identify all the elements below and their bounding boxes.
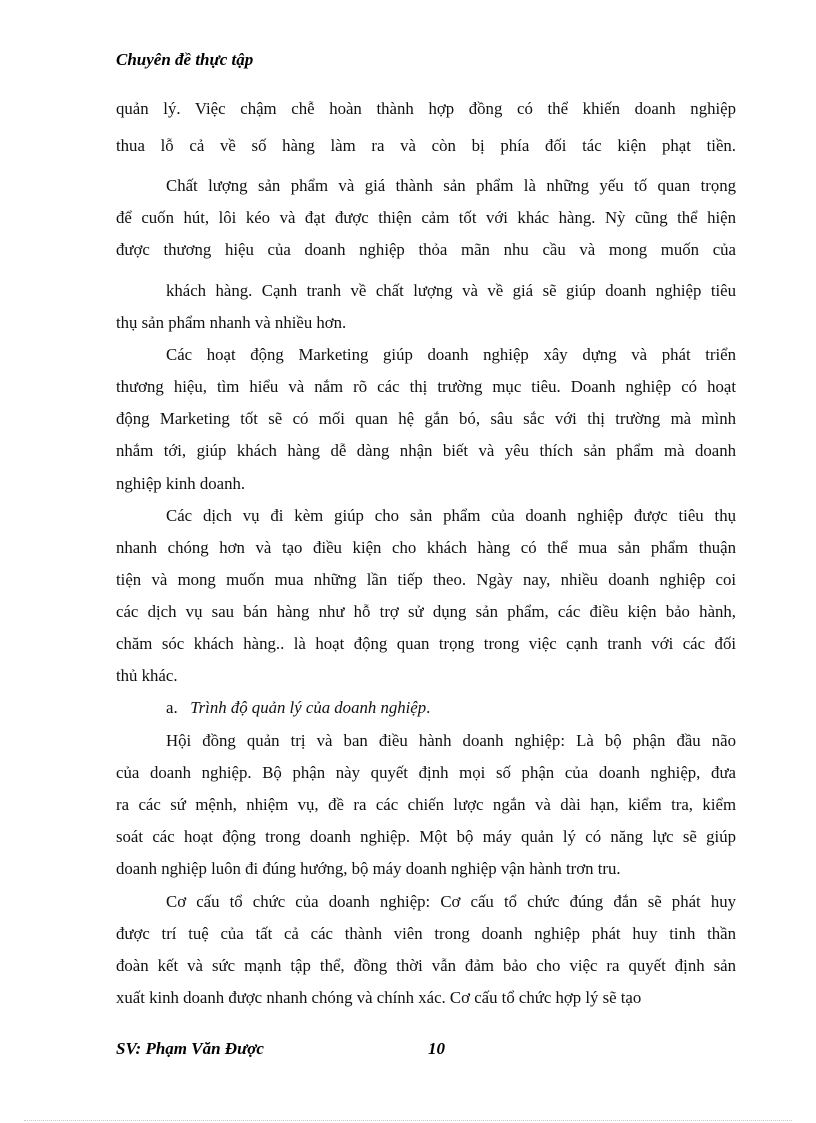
text-line: Các dịch vụ đi kèm giúp cho sản phẩm của doanh nghiệp được tiêu thụ	[166, 506, 736, 525]
text-line: tiện và mong muốn mua những lần tiếp theo. Ngày nay, nhiều doanh nghiệp coi	[116, 570, 736, 589]
page-bottom-divider	[24, 1120, 792, 1121]
text-line: của doanh nghiệp. Bộ phận này quyết định mọi số phận của doanh nghiệp, đưa	[116, 763, 736, 782]
footer-student-name: SV: Phạm Văn Được	[116, 1039, 264, 1058]
text-line: để cuốn hút, lôi kéo và đạt được thiện cảm tốt với khác hàng. Nỳ cũng thể hiện	[116, 208, 736, 227]
text-line: chăm sóc khách hàng.. là hoạt động quan trọng trong việc cạnh tranh với các đối	[116, 634, 736, 653]
text-line: quản lý. Việc chậm chễ hoàn thành hợp đồng có thể khiến doanh nghiệp	[116, 99, 736, 118]
subheading-period: .	[426, 698, 431, 717]
text-line: Hội đồng quản trị và ban điều hành doanh nghiệp: Là bộ phận đầu não	[166, 731, 736, 750]
text-line: doanh nghiệp luôn đi đúng hướng, bộ máy doanh nghiệp vận hành trơn tru.	[116, 859, 621, 878]
text-line: được thương hiệu của doanh nghiệp thỏa mãn nhu cầu và mong muốn của	[116, 240, 736, 259]
subheading	[166, 700, 430, 717]
text-line: được trí tuệ của tất cả các thành viên trong doanh nghiệp phát huy tinh thần	[116, 924, 736, 943]
text-line: các dịch vụ sau bán hàng như hỗ trợ sử dụng sản phẩm, các điều kiện bảo hành,	[116, 602, 736, 621]
text-line: Cơ cấu tổ chức của doanh nghiệp: Cơ cấu tổ chức đúng đắn sẽ phát huy	[166, 892, 736, 911]
text-line: xuất kinh doanh được nhanh chóng và chính xác. Cơ cấu tổ chức hợp lý sẽ tạo	[116, 988, 642, 1007]
text-line: động Marketing tốt sẽ có mối quan hệ gắn bó, sâu sắc với thị trường mà mình	[116, 409, 736, 428]
text-line: khách hàng. Cạnh tranh về chất lượng và về giá sẽ giúp doanh nghiệp tiêu	[166, 281, 736, 300]
text-line: nhanh chóng hơn và tạo điều kiện cho khách hàng có thể mua sản phẩm thuận	[116, 538, 736, 557]
running-header: Chuyên đề thực tập	[116, 50, 254, 69]
text-line: ra các sứ mệnh, nhiệm vụ, đề ra các chiến lược ngắn và dài hạn, kiểm tra, kiểm	[116, 795, 736, 814]
text-line: thua lỗ cả về số hàng làm ra và còn bị phía đối tác kiện phạt tiền.	[116, 136, 736, 155]
text-line: nhắm tới, giúp khách hàng dễ dàng nhận biết và yêu thích sản phẩm mà doanh	[116, 441, 736, 460]
subheading-marker: a.	[166, 698, 178, 717]
text-line: thụ sản phẩm nhanh và nhiều hơn.	[116, 313, 347, 332]
text-line: Chất lượng sản phẩm và giá thành sản phẩm là những yếu tố quan trọng	[166, 176, 736, 195]
text-line: nghiệp kinh doanh.	[116, 474, 246, 493]
subheading-title: Trình độ quản lý của doanh nghiệp	[190, 698, 427, 717]
text-line: thương hiệu, tìm hiểu và nắm rõ các thị trường mục tiêu. Doanh nghiệp có hoạt	[116, 377, 736, 396]
text-line: Các hoạt động Marketing giúp doanh nghiệp xây dựng và phát triển	[166, 345, 736, 364]
text-line: đoàn kết và sức mạnh tập thể, đồng thời vẫn đảm bảo cho việc ra quyết định sản	[116, 956, 736, 975]
text-line: soát các hoạt động trong doanh nghiệp. Một bộ máy quản lý có năng lực sẽ giúp	[116, 827, 736, 846]
page-number: 10	[428, 1039, 445, 1058]
text-line: thủ khác.	[116, 666, 178, 685]
